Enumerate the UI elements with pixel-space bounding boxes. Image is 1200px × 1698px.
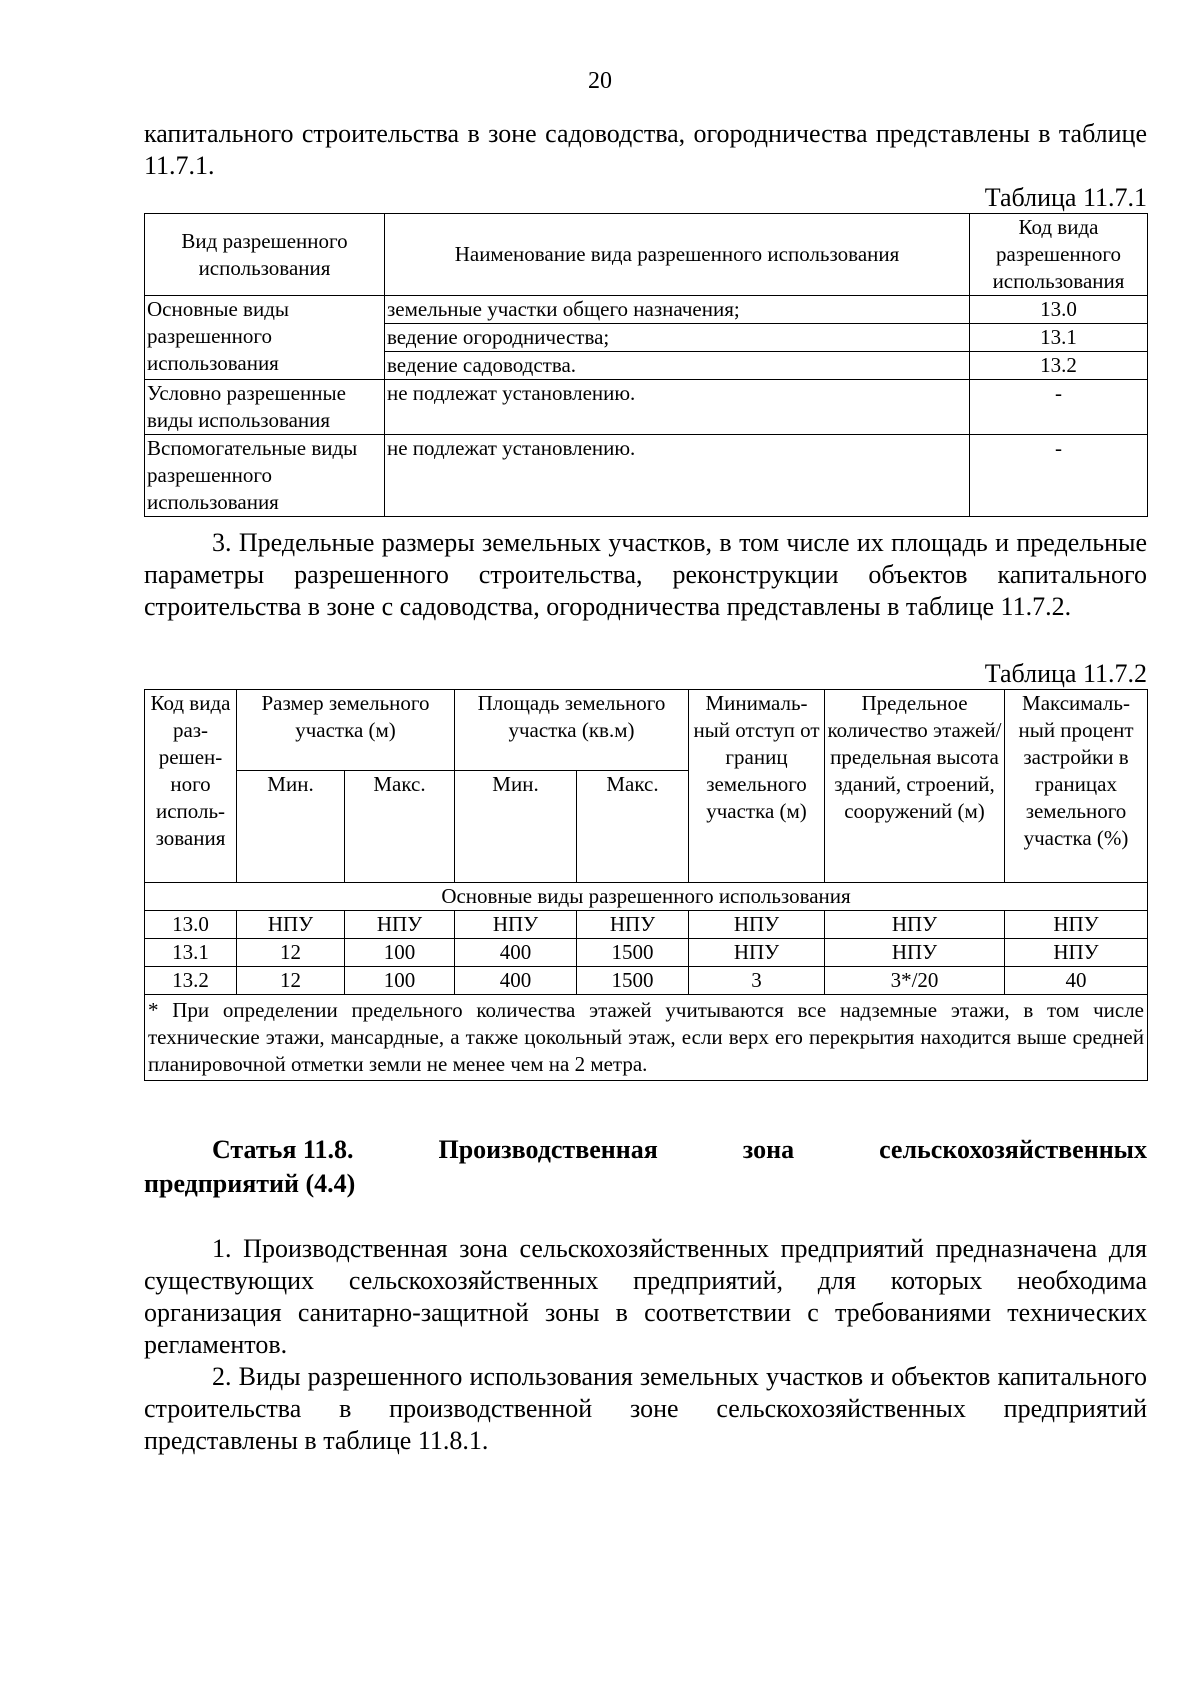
article-paragraph-2: 2. Виды разрешенного использования земельных участков и объектов капитального строительства в производственной зоне сельскохозяйственных предприятий представлены в таблице 11.8.1. bbox=[144, 1362, 1147, 1455]
cell: НПУ bbox=[825, 939, 1005, 967]
cell: 13.1 bbox=[145, 939, 237, 967]
table-row bbox=[145, 967, 1148, 995]
use-name-cell: не подлежат установлению. bbox=[385, 380, 970, 435]
cell: НПУ bbox=[455, 911, 577, 939]
header-area-min: Мин. bbox=[455, 771, 577, 883]
article-heading bbox=[144, 1133, 1147, 1201]
table-11-7-2-caption: Таблица 11.7.2 bbox=[984, 659, 1147, 688]
header-cell: Наименование вида разрешенного использования bbox=[385, 214, 970, 296]
header-size: Размер земельного участка (м) bbox=[237, 690, 455, 771]
group-main-cell: Основные виды разрешенного использования bbox=[145, 296, 385, 380]
use-name-cell: ведение садоводства. bbox=[385, 352, 970, 380]
cell: НПУ bbox=[345, 911, 455, 939]
cell: 12 bbox=[237, 939, 345, 967]
article-paragraph-1: 1. Производственная зона сельскохозяйственных предприятий предназначена для существующих сельскохозяйственных предприятий, для которых необходима организация санитарно-защитной зоны в соответствии с требованиями технических регламентов. bbox=[144, 1234, 1147, 1359]
table-row bbox=[145, 939, 1148, 967]
use-name-cell: земельные участки общего назначения; bbox=[385, 296, 970, 324]
cell: НПУ bbox=[825, 911, 1005, 939]
section-title: Основные виды разрешенного использования bbox=[145, 883, 1148, 911]
cell: 100 bbox=[345, 939, 455, 967]
cell: НПУ bbox=[577, 911, 689, 939]
article-word: сельскохозяйственных bbox=[879, 1135, 1147, 1164]
table-row bbox=[145, 296, 1148, 324]
cell: 400 bbox=[455, 939, 577, 967]
article-title-line2: предприятий (4.4) bbox=[144, 1169, 356, 1198]
cell: 400 bbox=[455, 967, 577, 995]
cell: 13.2 bbox=[145, 967, 237, 995]
use-code-cell: - bbox=[970, 380, 1148, 435]
table-11-7-1-block bbox=[144, 183, 1147, 517]
header-size-min: Мин. bbox=[237, 771, 345, 883]
cell: НПУ bbox=[237, 911, 345, 939]
table-row bbox=[145, 911, 1148, 939]
footnote-row bbox=[145, 995, 1148, 1081]
header-area-max: Макс. bbox=[577, 771, 689, 883]
use-name-cell: ведение огородничества; bbox=[385, 324, 970, 352]
cell: НПУ bbox=[1005, 939, 1148, 967]
header-floors: Предельное количество этажей/ предельная высота зданий, строений, сооружений (м) bbox=[825, 690, 1005, 883]
article-word: Производственная bbox=[438, 1135, 658, 1164]
table-row bbox=[145, 380, 1148, 435]
table-11-7-2 bbox=[144, 689, 1148, 1081]
header-offset: Минималь-ный отступ от границ земельного участка (м) bbox=[689, 690, 825, 883]
cell: 40 bbox=[1005, 967, 1148, 995]
section-row bbox=[145, 883, 1148, 911]
use-code-cell: 13.0 bbox=[970, 296, 1148, 324]
cell: 100 bbox=[345, 967, 455, 995]
cell: 12 bbox=[237, 967, 345, 995]
intro-paragraph: капитального строительства в зоне садоводства, огородничества представлены в таблице 11.7.1. bbox=[144, 119, 1147, 180]
cell: 13.0 bbox=[145, 911, 237, 939]
table-header-row bbox=[145, 690, 1148, 771]
paragraph-3-block bbox=[144, 527, 1147, 623]
cell: 1500 bbox=[577, 939, 689, 967]
use-code-cell: - bbox=[970, 435, 1148, 517]
article-body bbox=[144, 1233, 1147, 1457]
header-code: Код вида раз-решен-ного исполь-зования bbox=[145, 690, 237, 883]
cell: НПУ bbox=[1005, 911, 1148, 939]
group-conditional-cell: Условно разрешенные виды использования bbox=[145, 380, 385, 435]
footnote: * При определении предельного количества этажей учитываются все надземные этажи, в том числе технические этажи, мансардные, а также цокольный этаж, если верх его перекрытия находится выше средней планировочной отметки земли не менее чем на 2 метра. bbox=[145, 995, 1148, 1081]
use-code-cell: 13.2 bbox=[970, 352, 1148, 380]
use-name-cell: не подлежат установлению. bbox=[385, 435, 970, 517]
group-auxiliary-cell: Вспомогательные виды разрешенного использования bbox=[145, 435, 385, 517]
table-11-7-1-caption: Таблица 11.7.1 bbox=[984, 183, 1147, 212]
cell: НПУ bbox=[689, 911, 825, 939]
cell: НПУ bbox=[689, 939, 825, 967]
cell: 3 bbox=[689, 967, 825, 995]
header-size-max: Макс. bbox=[345, 771, 455, 883]
header-cell: Вид разрешенного использования bbox=[145, 214, 385, 296]
use-code-cell: 13.1 bbox=[970, 324, 1148, 352]
article-word: зона bbox=[742, 1135, 795, 1164]
page-number: 20 bbox=[588, 68, 612, 94]
cell: 1500 bbox=[577, 967, 689, 995]
paragraph-3: 3. Предельные размеры земельных участков, в том числе их площадь и предельные параметры разрешенного строительства, реконструкции объектов капитального строительства в зоне с садоводства, огородничества представлены в таблице 11.7.2. bbox=[144, 528, 1147, 621]
header-area: Площадь земельного участка (кв.м) bbox=[455, 690, 689, 771]
table-header-row bbox=[145, 214, 1148, 296]
article-number: Статья 11.8. bbox=[212, 1135, 354, 1164]
header-percent: Максималь-ный процент застройки в границах земельного участка (%) bbox=[1005, 690, 1148, 883]
cell: 3*/20 bbox=[825, 967, 1005, 995]
intro-block bbox=[144, 118, 1147, 182]
header-cell: Код вида разрешенного использования bbox=[970, 214, 1148, 296]
table-11-7-1 bbox=[144, 213, 1148, 517]
table-row bbox=[145, 435, 1148, 517]
table-11-7-2-block bbox=[144, 659, 1147, 1081]
